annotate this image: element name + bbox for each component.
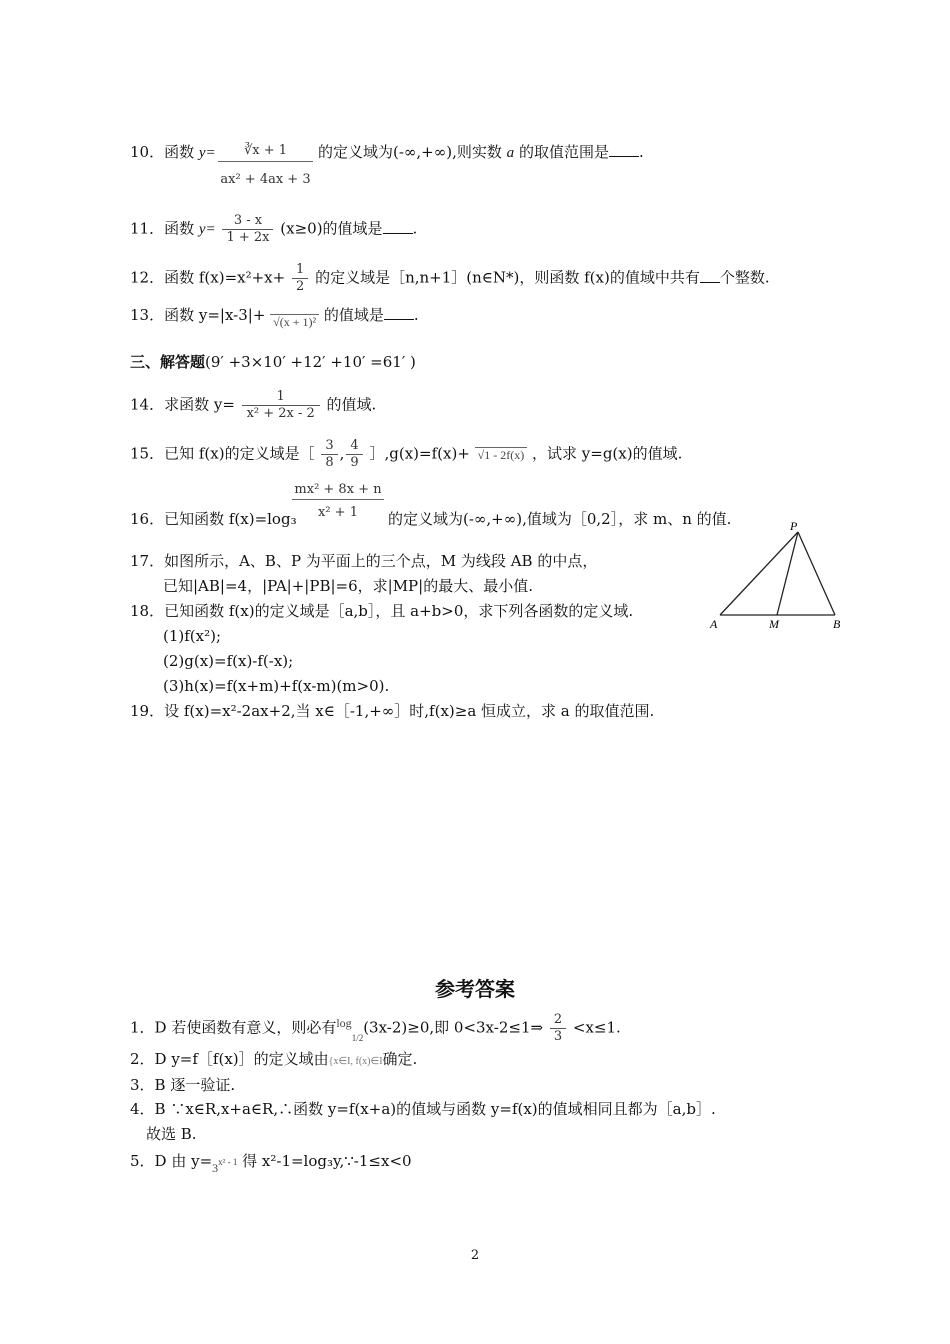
q15-text3: ，试求 y=g(x)的值域. — [532, 444, 683, 463]
q10-blank — [609, 142, 639, 157]
q13-sqrt: √(x + 1)² — [270, 314, 319, 329]
q12-blank — [700, 268, 720, 283]
a1-text1: 1．D 若使函数有意义，则必有 — [130, 1018, 337, 1037]
a2-system: {x∈I, f(x)∈I — [328, 1056, 383, 1067]
a1-log: log — [336, 1015, 352, 1030]
q14-text1: 14．求函数 y= — [130, 395, 235, 414]
q15-frac2 — [346, 438, 362, 471]
a1-frac-den: 3 — [553, 1029, 563, 1044]
q15-frac1 — [321, 438, 337, 471]
q17-line1: 17．如图所示，A、B、P 为平面上的三个点，M 为线段 AB 的中点， — [130, 552, 598, 570]
q13-text2: 的值域是 — [323, 306, 384, 324]
answer-4-line2: 故选 B. — [146, 1125, 197, 1143]
q14-fraction — [242, 389, 320, 422]
q16-numerator: mx² + 8x + n — [292, 481, 384, 500]
q10-numerator: ∛x + 1 — [218, 141, 313, 162]
a5-text1: 5．D 由 y= — [130, 1152, 213, 1170]
q18-line1: 18．已知函数 f(x)的定义域是［a,b］，且 a+b>0，求下列各函数的定义域. — [130, 602, 634, 620]
q15-sqrt: √1 - 2f(x) — [475, 447, 528, 462]
q13-end: . — [413, 306, 419, 324]
q10-number: 10． — [130, 143, 165, 161]
q10-tail — [318, 142, 644, 163]
label-a: A — [710, 617, 718, 631]
a1-text3: <x≤1. — [572, 1018, 621, 1037]
segment-ap — [720, 532, 798, 615]
q13-blank — [384, 305, 414, 320]
q12-numerator: 1 — [292, 262, 308, 279]
a1-fraction — [550, 1012, 566, 1045]
q15-f2-num: 4 — [346, 438, 362, 455]
q10-denominator: ax² + 4ax + 3 — [220, 172, 311, 187]
section-label: 三、解答题 — [130, 353, 206, 371]
answer-2 — [130, 1049, 417, 1072]
question-10 — [130, 142, 216, 163]
a1-text2: (3x-2)≥0,即 0<3x-2≤1⇒ — [363, 1018, 544, 1037]
q15-text2: ］,g(x)=f(x)+ — [369, 444, 470, 463]
question-11 — [130, 213, 417, 246]
q15-f1-num: 3 — [321, 438, 337, 455]
q16-denominator: x² + 1 — [318, 505, 358, 520]
section-heading — [130, 352, 416, 372]
answer-5 — [130, 1151, 412, 1173]
answers-title: 参考答案 — [435, 977, 515, 1001]
question-15: 15．已知 f(x)的定义域是［ $\frac{3}{8}$ , $\frac{4}{9}$ ］,g(x)=f(x)+ √1 - 2f(x) ，试求 y=g(x)的值域. — [130, 438, 683, 470]
q10-tail-text: 的取值范围是 — [518, 143, 609, 161]
q14-text2: 的值域. — [326, 395, 377, 414]
a1-base: 1/2 — [351, 1032, 364, 1043]
segment-bp — [798, 532, 835, 615]
answer-4-line1: 4．B ∵x∈R,x+a∈R,∴函数 y=f(x+a)的值域与函数 y=f(x)的值域相同且都为［a,b］. — [130, 1100, 716, 1118]
q16-text2: 的定义域为(-∞,+∞),值域为［0,2］，求 m、n 的值. — [388, 510, 732, 528]
q18-part1: (1)f(x²); — [163, 627, 222, 645]
q15-f2-den: 9 — [350, 455, 359, 470]
question-14 — [130, 389, 376, 422]
q11-post: (x≥0)的值域是 — [280, 219, 383, 238]
q10-y: y= — [198, 145, 216, 161]
answer-1 — [130, 1012, 621, 1045]
q11-pre: 函数 — [164, 219, 195, 238]
a2-text1: 2．D y=f［f(x)］的定义域由 — [130, 1050, 329, 1068]
a5-exponent: x² - 1 — [218, 1157, 238, 1167]
question-12 — [130, 262, 770, 295]
q11-numerator: 3 - x — [222, 213, 273, 230]
q17-line2: 已知|AB|=4，|PA|+|PB|=6，求|MP|的最大、最小值. — [163, 577, 533, 595]
q18-part2: (2)g(x)=f(x)-f(-x); — [163, 652, 294, 670]
q10-end: . — [638, 143, 644, 161]
label-b: B — [833, 617, 841, 631]
answer-3: 3．B 逐一验证. — [130, 1076, 236, 1094]
label-m: M — [769, 617, 779, 631]
label-p: P — [790, 519, 798, 533]
a2-text2: 确定. — [382, 1050, 418, 1068]
q11-end: . — [412, 219, 418, 238]
q19-text: 19．设 f(x)=x²-2ax+2,当 x∈［-1,+∞］时,f(x)≥a 恒成立，求 a 的取值范围. — [130, 702, 655, 720]
q12-fraction — [292, 262, 308, 295]
q12-text1: 12．函数 f(x)=x²+x+ — [130, 268, 286, 287]
q12-denominator: 2 — [296, 279, 305, 294]
question-16 — [130, 509, 297, 529]
q11-fraction — [222, 213, 273, 246]
a5-text2: 得 x²-1=log₃y,∵-1≤x<0 — [242, 1152, 412, 1170]
q13-text1: 13．函数 y=|x-3|+ — [130, 306, 266, 324]
q18-part3: (3)h(x)=f(x+m)+f(x-m)(m>0). — [163, 677, 390, 695]
q10-post: 的定义域为(-∞,+∞),则实数 — [318, 143, 502, 161]
q14-numerator: 1 — [242, 389, 320, 406]
q14-denominator: x² + 2x - 2 — [246, 406, 315, 421]
a1-frac-num: 2 — [550, 1012, 566, 1029]
q15-text1: 15．已知 f(x)的定义域是［ — [130, 444, 315, 463]
page-number: 2 — [470, 1248, 480, 1263]
triangle-figure — [705, 518, 855, 633]
q12-text2: 的定义域是［n,n+1］(n∈N*)，则函数 f(x)的值域中共有 — [315, 268, 700, 287]
q11-blank — [383, 219, 413, 234]
a5-base: 3 — [212, 1161, 219, 1175]
q16-text1: 16．已知函数 f(x)=log₃ — [130, 510, 297, 528]
segment-mp — [777, 532, 798, 615]
q11-denominator: 1 + 2x — [226, 230, 270, 245]
question-13 — [130, 305, 419, 329]
section-score: (9′ +3×10′ +12′ +10′ =61′ ) — [205, 353, 416, 371]
q15-f1-den: 8 — [325, 455, 334, 470]
q10-pre: 函数 — [164, 143, 195, 161]
q11-y: y= — [198, 221, 216, 238]
q10-a: a — [506, 145, 515, 161]
q11-number: 11． — [130, 219, 165, 238]
q12-text3: 个整数. — [719, 268, 770, 287]
